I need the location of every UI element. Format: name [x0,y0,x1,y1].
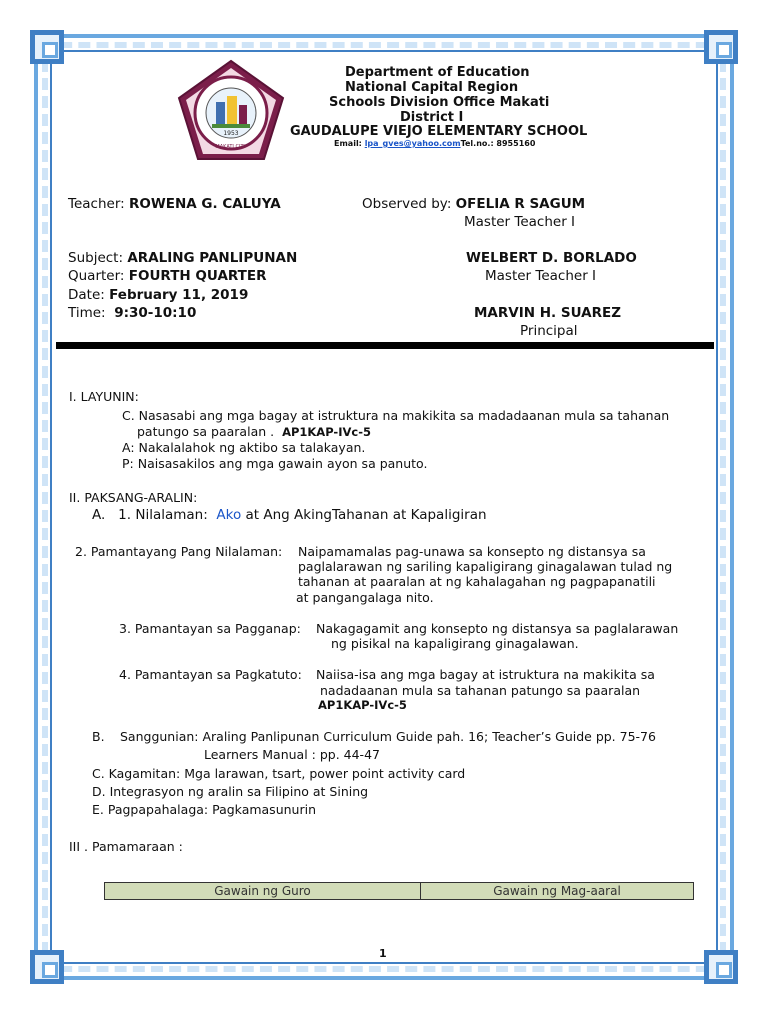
seal-year: 1953 [223,130,239,137]
header-deped: Department of Education [345,65,530,80]
layunin-c-line1: C. Nasasabi ang mga bagay at istruktura na makikita sa madadaanan mula sa tahanan [122,408,670,423]
teacher-name: ROWENA G. CALUYA [128,196,281,212]
pamantayan-pagkatuto-l2: nadadaanan mula sa tahanan patungo sa paaralan [320,683,641,698]
layunin-p: P: Naisasakilos ang mga gawain ayon sa panuto. [122,456,428,471]
quarter-value: FOURTH QUARTER [128,268,267,284]
observer3-role: Principal [520,323,578,339]
paksa-a-post: at Ang AkingTahanan at Kapaligiran [245,507,487,523]
pagpapahalaga: E. Pagpapahalaga: Pagkamasunurin [92,802,316,817]
email-label: Email: [334,139,362,148]
school-seal-logo [176,58,286,162]
quarter-line [68,268,267,284]
tel-number: Tel.no.: 8955160 [460,139,536,148]
header-ncr: National Capital Region [345,80,519,95]
pamantayan-nilalaman-l1: Naipamamalas pag-unawa sa konsepto ng distansya sa [298,544,646,559]
time-line [68,305,196,321]
observer2-name: WELBERT D. BORLADO [466,250,637,266]
sanggunian-text2: Learners Manual : pp. 44-47 [204,747,380,762]
kagamitan: C. Kagamitan: Mga larawan, tsart, power point activity card [92,766,466,781]
paksa-a-letter: A. [92,507,106,523]
header-sdo: Schools Division Office Makati [329,95,550,110]
pamantayan-nilalaman-l3: tahanan at paaralan at ng kahalagahan ng pagpapanatili [298,574,656,589]
date-value: February 11, 2019 [109,287,249,303]
sanggunian-text: Sanggunian: Araling Panlipunan Curriculum Guide pah. 16; Teacher’s Guide pp. 75-76 [120,729,656,744]
pamantayan-nilalaman-l2: paglalarawan ng sariling kapaligirang ginagalawan tulad ng [298,559,673,574]
date-line [68,287,248,303]
observer2-role: Master Teacher I [485,268,597,284]
border-corner-bottom-right [704,950,738,984]
time-label: Time: [68,305,106,321]
header-school-name: GAUDALUPE VIEJO ELEMENTARY SCHOOL [290,124,588,139]
border-corner-bottom-left [30,950,64,984]
paksa-a-pre: 1. Nilalaman: [118,507,208,523]
pamantayan-pagkatuto-code: AP1KAP-IVc-5 [318,698,407,712]
pamantayan-nilalaman-l4: at pangangalaga nito. [296,590,434,605]
quarter-label: Quarter: [68,268,125,284]
pamantayan-pagkatuto-l1: Naiisa-isa ang mga bagay at istruktura na makikita sa [316,667,655,682]
layunin-code: AP1KAP-IVc-5 [282,425,371,439]
page-number: 1 [379,947,387,960]
teacher-label: Teacher: [68,196,125,212]
col-gawain-guro: Gawain ng Guro [105,883,421,900]
pamantayan-pagganap-label: 3. Pamantayan sa Pagganap: [119,621,301,636]
border-corner-top-right [704,30,738,64]
layunin-c-line2 [137,424,371,439]
paksa-heading: II. PAKSANG-ARALIN: [69,490,198,505]
header-district: District I [400,110,464,125]
header-contact [334,139,535,148]
observed-label: Observed by: [362,196,452,212]
paksa-a-ako: Ako [216,507,242,523]
observed-line [362,196,585,212]
pamantayan-nilalaman-label: 2. Pamantayang Pang Nilalaman: [75,544,283,559]
header-divider [56,342,714,349]
teacher-line [68,196,281,212]
pamantayan-pagganap-l1: Nakagagamit ang konsepto ng distansya sa paglalarawan [316,621,679,636]
observer3-name: MARVIN H. SUAREZ [474,305,621,321]
time-value: 9:30-10:10 [114,305,197,321]
gawain-table [104,882,694,900]
col-gawain-mag-aaral: Gawain ng Mag-aaral [421,883,694,900]
pamantayan-pagganap-l2: ng pisikal na kapaligirang ginagalawan. [331,636,579,651]
pamamaraan-heading: III . Pamamaraan : [69,839,183,854]
email-link[interactable]: lpa_gves@yahoo.com [364,139,461,148]
observer1-role: Master Teacher I [464,214,576,230]
subject-label: Subject: [68,250,124,266]
layunin-a: A: Nakalalahok ng aktibo sa talakayan. [122,440,366,455]
table-row [105,883,694,900]
subject-line [68,250,297,266]
integrasyon: D. Integrasyon ng aralin sa Filipino at Sining [92,784,369,799]
border-corner-top-left [30,30,64,64]
date-label: Date: [68,287,105,303]
layunin-heading: I. LAYUNIN: [69,389,139,404]
pamantayan-pagkatuto-label: 4. Pamantayan sa Pagkatuto: [119,667,302,682]
paksa-a-line [92,507,487,523]
subject-value: ARALING PANLIPUNAN [127,250,298,266]
seal-city: MAKATI CITY [215,144,247,150]
layunin-c-line2-text: patungo sa paaralan . [137,424,275,439]
sanggunian-letter: B. [92,729,105,744]
observer1-name: OFELIA R SAGUM [455,196,586,212]
